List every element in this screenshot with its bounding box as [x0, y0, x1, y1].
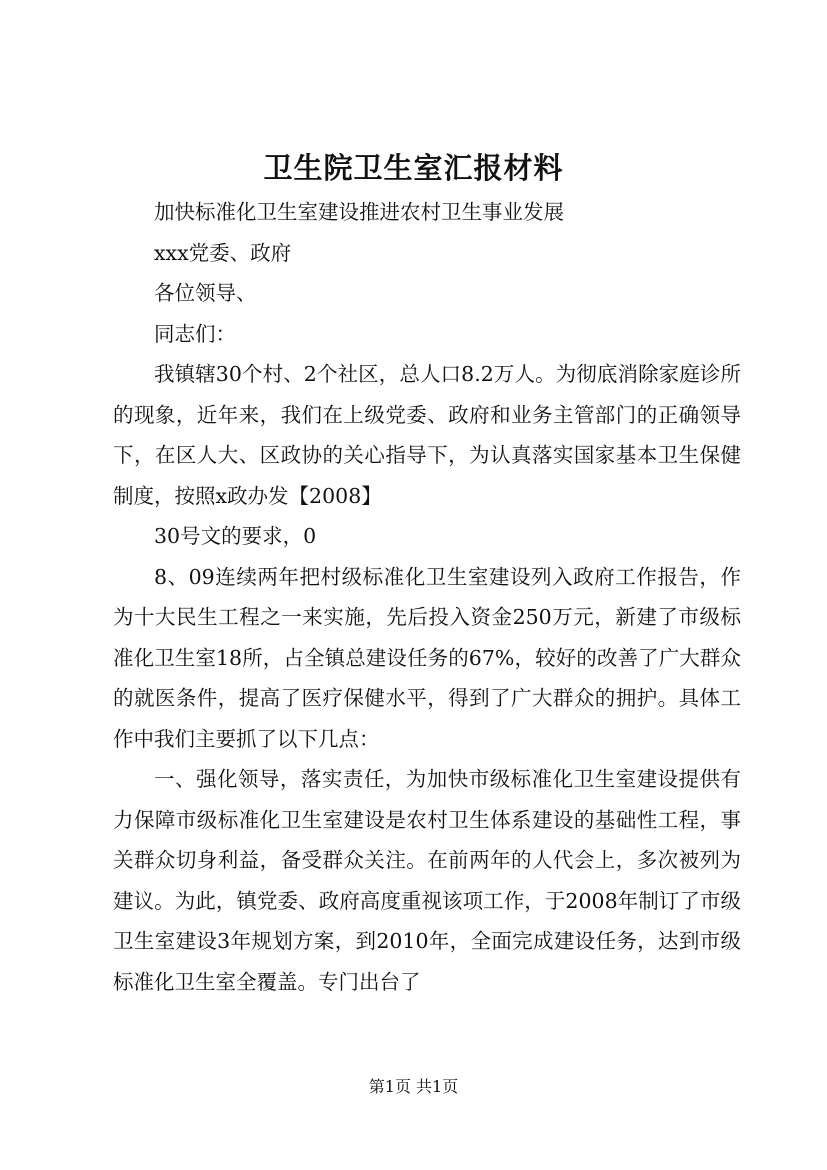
body-paragraph: 30号文的要求，0: [154, 524, 317, 548]
document-body: [113, 192, 741, 1002]
author-paragraph: xxx党委、政府: [154, 240, 292, 265]
body-paragraph: 8、09连续两年把村级标准化卫生室建设列入政府工作报告，作为十大民生工程之一来实施，先后投入资金250万元，新建了市级标准化卫生室18所，占全镇总建设任务的67%，较好的改善了广大群众的就医条件，提高了医疗保健水平，得到了广大群众的拥护。具体工作中我们主要抓了以下几点：: [113, 564, 741, 751]
salutation-paragraph: 各位领导、: [154, 281, 257, 305]
body-paragraph: 我镇辖30个村、2个社区，总人口8.2万人。为彻底消除家庭诊所的现象，近年来，我们在上级党委、政府和业务主管部门的正确领导下，在区人大、区政协的关心指导下，为认真落实国家基本卫生保健制度，按照x政办发【2008】: [113, 362, 741, 508]
body-paragraph: 一、强化领导，落实责任，为加快市级标准化卫生室建设提供有力保障市级标准化卫生室建设是农村卫生体系建设的基础性工程，事关群众切身利益，备受群众关注。在前两年的人代会上，多次被列为建议。为此，镇党委、政府高度重视该项工作，于2008年制订了市级卫生室建设3年规划方案，到2010年，全面完成建设任务，达到市级标准化卫生室全覆盖。专门出台了: [113, 767, 741, 994]
salutation-paragraph: 同志们：: [154, 321, 236, 346]
subtitle-paragraph: 加快标准化卫生室建设推进农村卫生事业发展: [154, 200, 564, 224]
page-footer: 第1页 共1页: [368, 1077, 459, 1096]
document-title: 卫生院卫生室汇报材料: [263, 151, 564, 185]
